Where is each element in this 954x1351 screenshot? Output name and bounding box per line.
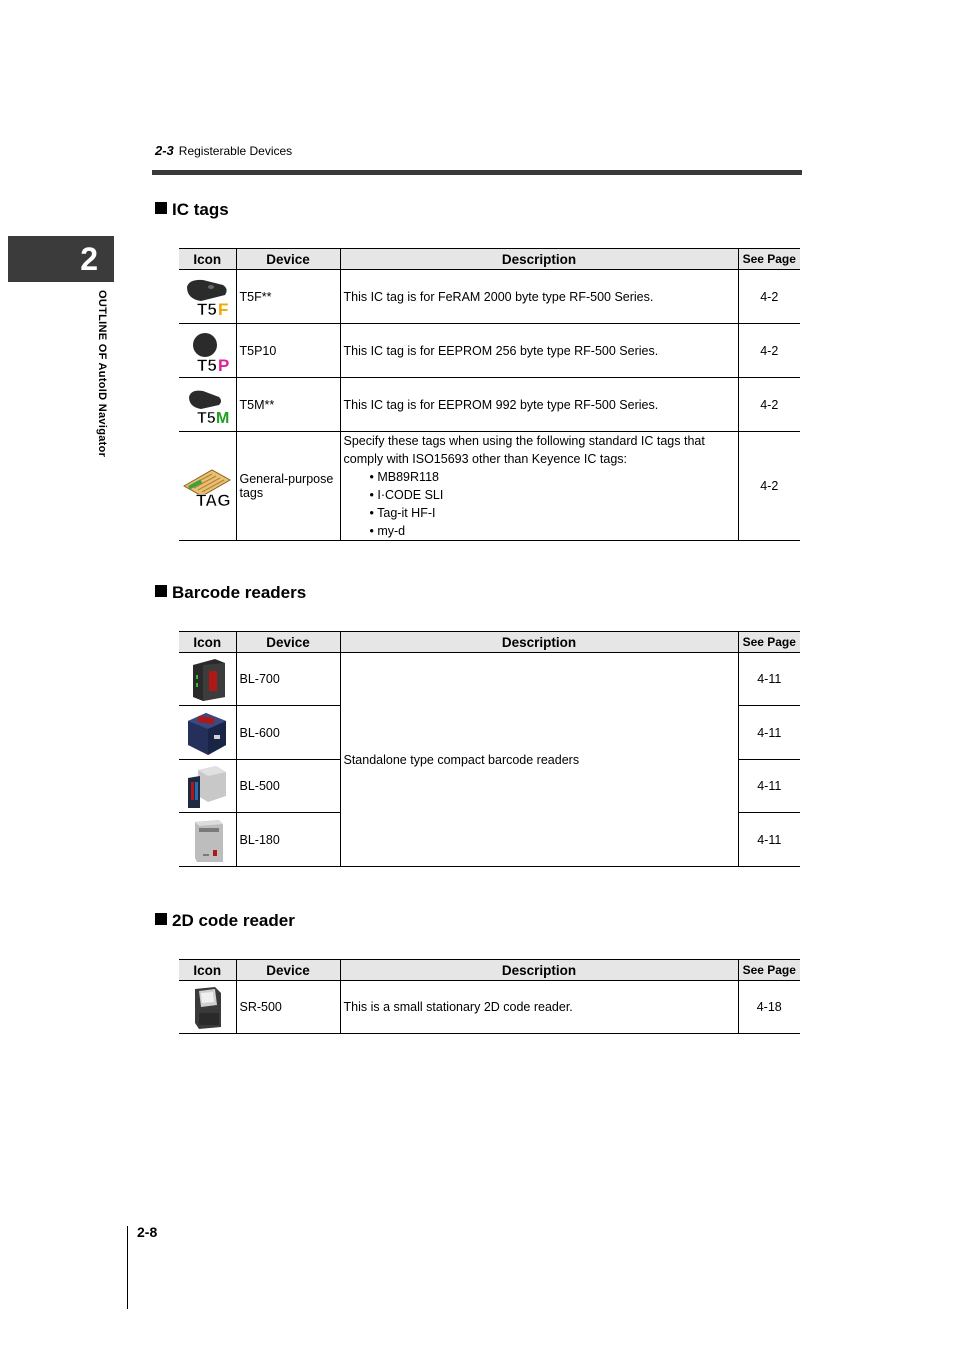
table-row bbox=[179, 653, 800, 706]
page-ref-cell: 4-2 bbox=[738, 378, 800, 432]
col-header-description: Description bbox=[340, 249, 738, 270]
col-header-description: Description bbox=[340, 632, 738, 653]
table-row bbox=[179, 270, 800, 324]
device-cell: T5M** bbox=[236, 378, 340, 432]
page-ref-cell: 4-2 bbox=[738, 324, 800, 378]
page-ref-cell: 4-2 bbox=[738, 432, 800, 541]
col-header-device: Device bbox=[236, 249, 340, 270]
t5f-tag-icon bbox=[183, 275, 231, 319]
svg-text:P: P bbox=[218, 355, 230, 373]
description-cell: Specify these tags when using the following standard IC tags that comply with ISO15693 other than Keyence IC tags: • MB89R118 • I·CODE SLI • Tag-it HF-I • my-d bbox=[340, 432, 738, 541]
2d-code-reader-heading: 2D code reader bbox=[155, 911, 295, 931]
device-cell: BL-600 bbox=[236, 706, 340, 760]
running-header bbox=[155, 143, 292, 158]
bl500-reader-icon bbox=[184, 762, 230, 810]
list-item: • MB89R118 bbox=[370, 468, 735, 486]
col-header-icon: Icon bbox=[179, 960, 236, 981]
header-rule bbox=[152, 170, 802, 175]
square-bullet-icon bbox=[155, 202, 167, 214]
device-cell: T5F** bbox=[236, 270, 340, 324]
bl600-reader-icon bbox=[184, 709, 230, 757]
device-cell: General-purpose tags bbox=[236, 432, 340, 541]
table-header-row bbox=[179, 632, 800, 653]
sr500-reader-icon bbox=[187, 983, 227, 1031]
svg-text:T5: T5 bbox=[197, 299, 218, 319]
col-header-see-page: See Page bbox=[738, 632, 800, 653]
table-row bbox=[179, 324, 800, 378]
bl180-reader-icon bbox=[185, 816, 229, 864]
svg-text:T5: T5 bbox=[197, 355, 218, 373]
device-cell: BL-500 bbox=[236, 760, 340, 813]
table-row bbox=[179, 432, 800, 541]
page-ref-cell: 4-11 bbox=[738, 706, 800, 760]
bl700-reader-icon bbox=[185, 655, 229, 703]
chapter-side-label: OUTLINE OF AutoID Navigator bbox=[96, 290, 108, 458]
page-ref-cell: 4-18 bbox=[738, 981, 800, 1034]
page-ref-cell: 4-11 bbox=[738, 653, 800, 706]
square-bullet-icon bbox=[155, 585, 167, 597]
2d-code-reader-table bbox=[179, 959, 800, 1034]
general-tag-icon bbox=[182, 464, 232, 508]
table-header-row bbox=[179, 960, 800, 981]
svg-text:F: F bbox=[218, 299, 229, 319]
device-cell: T5P10 bbox=[236, 324, 340, 378]
t5m-tag-icon bbox=[183, 383, 231, 427]
list-item: • Tag-it HF-I bbox=[370, 504, 735, 522]
barcode-readers-heading: Barcode readers bbox=[155, 583, 306, 603]
description-cell: This IC tag is for EEPROM 992 byte type RF-500 Series. bbox=[340, 378, 738, 432]
footer-rule bbox=[127, 1226, 128, 1309]
chapter-tab: 2 bbox=[8, 236, 114, 282]
t5p-tag-icon bbox=[183, 329, 231, 373]
device-cell: BL-700 bbox=[236, 653, 340, 706]
col-header-device: Device bbox=[236, 632, 340, 653]
col-header-icon: Icon bbox=[179, 632, 236, 653]
device-cell: BL-180 bbox=[236, 813, 340, 867]
barcode-readers-table bbox=[179, 631, 800, 867]
col-header-see-page: See Page bbox=[738, 249, 800, 270]
col-header-description: Description bbox=[340, 960, 738, 981]
ic-tags-table bbox=[179, 248, 800, 541]
col-header-device: Device bbox=[236, 960, 340, 981]
col-header-see-page: See Page bbox=[738, 960, 800, 981]
list-item: • my-d bbox=[370, 522, 735, 540]
description-cell: This IC tag is for FeRAM 2000 byte type RF-500 Series. bbox=[340, 270, 738, 324]
description-cell: Standalone type compact barcode readers bbox=[340, 653, 738, 867]
description-cell: This IC tag is for EEPROM 256 byte type RF-500 Series. bbox=[340, 324, 738, 378]
table-row bbox=[179, 378, 800, 432]
page-ref-cell: 4-11 bbox=[738, 813, 800, 867]
page-ref-cell: 4-2 bbox=[738, 270, 800, 324]
page-ref-cell: 4-11 bbox=[738, 760, 800, 813]
page-number: 2-8 bbox=[137, 1224, 158, 1240]
list-item: • I·CODE SLI bbox=[370, 486, 735, 504]
header-section-title: Registerable Devices bbox=[178, 144, 293, 158]
svg-text:TAG: TAG bbox=[196, 491, 231, 508]
standard-tag-list bbox=[344, 468, 735, 540]
col-header-icon: Icon bbox=[179, 249, 236, 270]
ic-tags-heading: IC tags bbox=[155, 200, 229, 220]
svg-text:T5: T5 bbox=[197, 409, 216, 427]
table-header-row bbox=[179, 249, 800, 270]
device-cell: SR-500 bbox=[236, 981, 340, 1034]
table-row bbox=[179, 981, 800, 1034]
header-section-number: 2-3 bbox=[155, 143, 174, 158]
square-bullet-icon bbox=[155, 913, 167, 925]
description-cell: This is a small stationary 2D code reader. bbox=[340, 981, 738, 1034]
svg-text:M: M bbox=[216, 409, 230, 427]
